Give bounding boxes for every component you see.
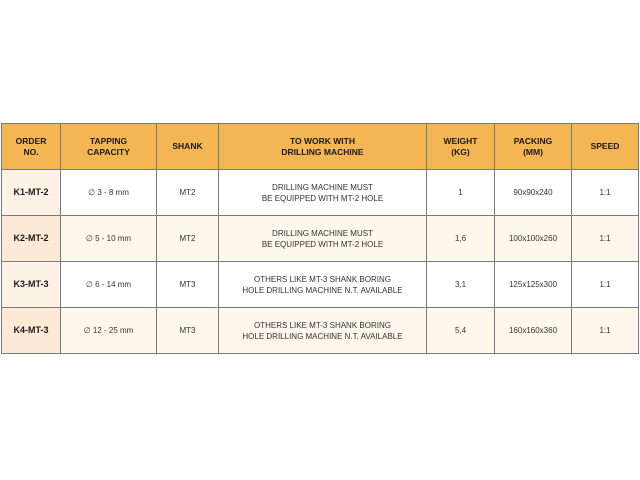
cell-work-with: DRILLING MACHINE MUST BE EQUIPPED WITH MT-2 HOLE: [219, 216, 427, 262]
header-speed: SPEED: [572, 124, 639, 170]
cell-weight: 5,4: [427, 308, 495, 354]
cell-packing: 125x125x300: [495, 262, 572, 308]
cell-weight: 3,1: [427, 262, 495, 308]
cell-work-with: OTHERS LIKE MT-3 SHANK BORING HOLE DRILLING MACHINE N.T. AVAILABLE: [219, 262, 427, 308]
table-header-row: [2, 124, 639, 170]
cell-packing: 160x160x360: [495, 308, 572, 354]
cell-capacity: ∅ 6 - 14 mm: [61, 262, 157, 308]
cell-weight: 1: [427, 170, 495, 216]
cell-packing: 100x100x260: [495, 216, 572, 262]
cell-shank: MT3: [157, 262, 219, 308]
cell-capacity: ∅ 5 - 10 mm: [61, 216, 157, 262]
cell-order-no: K2-MT-2: [2, 216, 61, 262]
table-row: [2, 308, 639, 354]
table-row: [2, 262, 639, 308]
cell-capacity: ∅ 3 - 8 mm: [61, 170, 157, 216]
cell-order-no: K1-MT-2: [2, 170, 61, 216]
cell-order-no: K3-MT-3: [2, 262, 61, 308]
cell-speed: 1:1: [572, 170, 639, 216]
header-weight: WEIGHT (KG): [427, 124, 495, 170]
cell-work-with: DRILLING MACHINE MUST BE EQUIPPED WITH MT-2 HOLE: [219, 170, 427, 216]
cell-order-no: K4-MT-3: [2, 308, 61, 354]
header-tapping-capacity: TAPPING CAPACITY: [61, 124, 157, 170]
cell-speed: 1:1: [572, 308, 639, 354]
cell-shank: MT3: [157, 308, 219, 354]
product-spec-table: [1, 123, 639, 354]
table-row: [2, 216, 639, 262]
header-packing: PACKING (MM): [495, 124, 572, 170]
cell-shank: MT2: [157, 170, 219, 216]
cell-work-with: OTHERS LIKE MT-3 SHANK BORING HOLE DRILLING MACHINE N.T. AVAILABLE: [219, 308, 427, 354]
cell-packing: 90x90x240: [495, 170, 572, 216]
header-to-work-with: TO WORK WITH DRILLING MACHINE: [219, 124, 427, 170]
table-row: [2, 170, 639, 216]
cell-speed: 1:1: [572, 262, 639, 308]
cell-capacity: ∅ 12 - 25 mm: [61, 308, 157, 354]
header-order-no: ORDER NO.: [2, 124, 61, 170]
header-shank: SHANK: [157, 124, 219, 170]
product-spec-table-container: [1, 123, 638, 354]
cell-shank: MT2: [157, 216, 219, 262]
cell-speed: 1:1: [572, 216, 639, 262]
cell-weight: 1,6: [427, 216, 495, 262]
